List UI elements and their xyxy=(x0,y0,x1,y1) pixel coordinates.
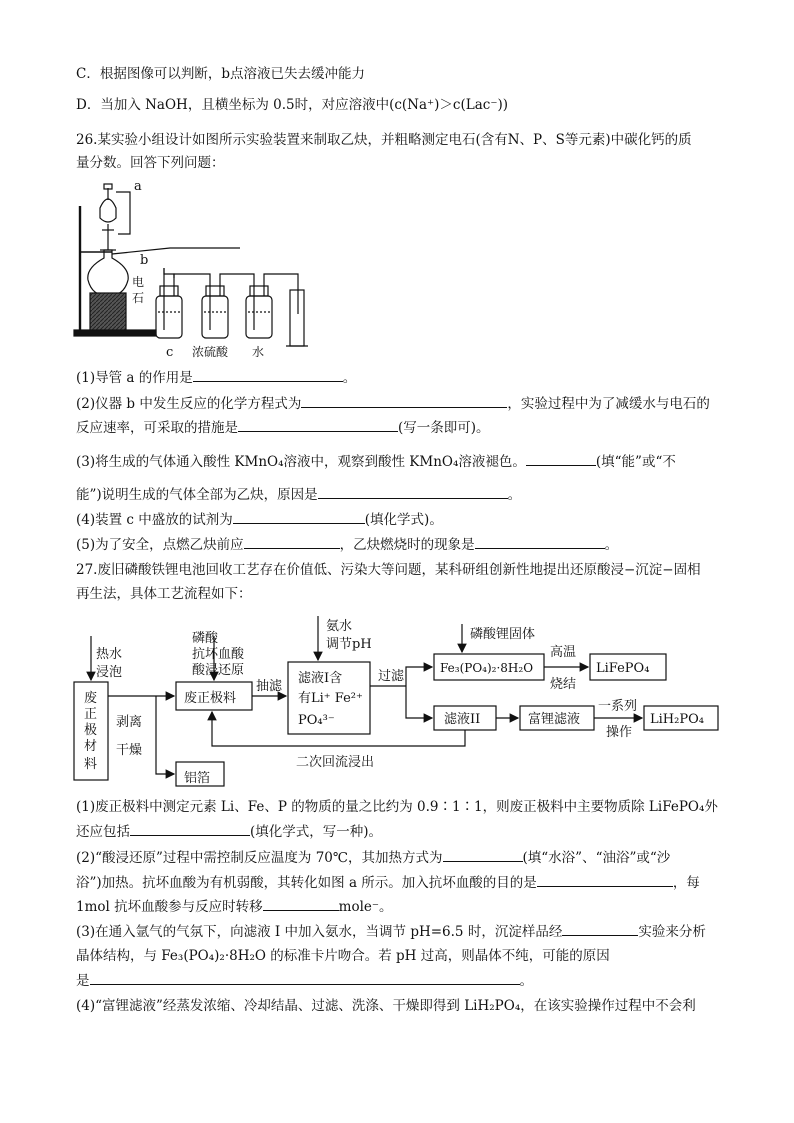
q27-part2-line2: 浴”)加热。抗坏血酸为有机弱酸，其转化如图 a 所示。加入抗坏血酸的目的是 ，每 xyxy=(76,872,700,893)
dropping-funnel xyxy=(100,199,116,222)
answer-blank[interactable] xyxy=(233,509,365,524)
label-series-1: 一系列 xyxy=(598,699,638,714)
process-flowchart xyxy=(60,606,720,796)
q26-stem-line1: 26.某实验小组设计如图所示实验装置来制取乙炔，并粗略测定电石(含有N、P、S等元素)中碳化钙的质 xyxy=(76,132,692,148)
answer-blank[interactable] xyxy=(562,921,638,936)
answer-blank[interactable] xyxy=(318,484,508,499)
label-hot-water-2: 浸泡 xyxy=(96,665,123,680)
stand-base xyxy=(74,330,156,336)
answer-blank[interactable] xyxy=(263,896,339,911)
label-waste-2: 正 xyxy=(84,707,98,722)
label-fe-salt: Fe₃(PO₄)₂·8H₂O xyxy=(440,661,534,675)
label-strip: 剥离 xyxy=(116,715,143,730)
q26-part1: (1)导管 a 的作用是 。 xyxy=(76,367,356,388)
q27-part4: (4)“富锂滤液”经蒸发浓缩、冷却结晶、过滤、洗涤、干燥即得到 LiH₂PO₄，在该实验操作过程中不会利 xyxy=(76,998,696,1014)
label-filter: 过滤 xyxy=(378,669,405,684)
bottle-sulfuric-acid xyxy=(202,278,228,338)
label-acid-2: 抗坏血酸 xyxy=(192,647,245,662)
answer-blank[interactable] xyxy=(244,534,340,549)
round-bottom-flask xyxy=(88,250,128,296)
label-waste-cathode: 废正极料 xyxy=(184,691,237,706)
label-filtrate1-1: 滤液I含 xyxy=(298,671,343,686)
q27-part2-line1: (2)“酸浸还原”过程中需控制反应温度为 70℃，其加热方式为 (填“水浴”、“油浴”或“沙 xyxy=(76,847,670,868)
q27-part3-line2: 晶体结构，与 Fe₃(PO₄)₂·8H₂O 的标准卡片吻合。若 pH 过高，则晶体不纯，可能的原因 xyxy=(76,948,610,964)
bottle-c xyxy=(156,268,182,338)
q27-part1-line1: (1)废正极料中测定元素 Li、Fe、P 的物质的量之比约为 0.9∶1∶1，则废正极料中主要物质除 LiFePO₄外 xyxy=(76,799,718,815)
label-waste-3: 极 xyxy=(84,723,98,738)
q25-option-d: D．当加入 NaOH，且横坐标为 0.5时，对应溶液中(c(Na⁺)＞c(Lac⁻)) xyxy=(76,97,508,113)
label-acid-1: 磷酸 xyxy=(192,631,219,646)
label-a: a xyxy=(134,179,142,194)
q26-stem-line2: 量分数。回答下列问题： xyxy=(76,155,225,171)
label-nh3-1: 氨水 xyxy=(326,619,353,634)
q25-option-d-expr: (c(Na⁺)＞c(Lac⁻)) xyxy=(389,97,508,113)
q27-stem-line2: 再生法，具体工艺流程如下： xyxy=(76,586,252,602)
label-lifepo4: LiFePO₄ xyxy=(596,661,650,676)
label-waste-1: 废 xyxy=(84,691,98,706)
label-suction: 抽滤 xyxy=(256,679,283,694)
answer-blank[interactable] xyxy=(526,451,596,466)
label-high-temp: 高温 xyxy=(550,645,577,660)
answer-blank[interactable] xyxy=(193,367,343,382)
label-dianshi-2: 石 xyxy=(132,291,145,305)
label-dianshi-1: 电 xyxy=(132,275,145,289)
label-water: 水 xyxy=(252,345,265,359)
q27-stem-line1: 27.废旧磷酸铁锂电池回收工艺存在价值低、污染大等问题，某科研组创新性地提出还原酸浸−沉淀−固相 xyxy=(76,562,701,578)
answer-blank[interactable] xyxy=(443,847,523,862)
q26-part5: (5)为了安全，点燃乙炔前应 ，乙炔燃烧时的现象是 。 xyxy=(76,534,618,555)
label-al-foil: 铝箔 xyxy=(184,771,211,786)
label-sinter: 烧结 xyxy=(550,677,577,692)
label-sulfuric-acid: 浓硫酸 xyxy=(192,345,229,359)
heating-block xyxy=(90,293,126,330)
q27-part3-line1: (3)在通入氩气的气氛下，向滤液 I 中加入氨水，当调节 pH=6.5 时，沉淀样品经 实验来分析 xyxy=(76,921,706,942)
answer-blank[interactable] xyxy=(301,393,507,408)
label-c: c xyxy=(166,345,174,360)
label-li3po4: 磷酸锂固体 xyxy=(470,627,536,642)
q27-part2-line3: 1mol 抗坏血酸参与反应时转移 mole⁻。 xyxy=(76,896,393,917)
label-nh3-2: 调节pH xyxy=(326,637,372,652)
label-filtrate1-2: 有Li⁺ Fe²⁺ xyxy=(298,691,363,706)
label-rich-li: 富锂滤液 xyxy=(528,712,581,727)
q27-part1-line2: 还应包括 (填化学式，写一种)。 xyxy=(76,821,382,842)
q25-option-c: C．根据图像可以判断，b点溶液已失去缓冲能力 xyxy=(76,66,365,82)
label-waste-4: 材 xyxy=(84,739,98,754)
answer-blank[interactable] xyxy=(475,534,605,549)
pipe-a xyxy=(116,192,130,234)
label-acid-3: 酸浸还原 xyxy=(192,663,245,678)
label-hot-water-1: 热水 xyxy=(96,647,123,662)
measuring-cylinder xyxy=(290,290,304,346)
answer-blank[interactable] xyxy=(130,821,250,836)
bottle-water xyxy=(246,278,272,338)
acetylene-apparatus-figure xyxy=(60,178,320,363)
q26-part2-line2: 反应速率，可采取的措施是 (写一条即可)。 xyxy=(76,417,490,438)
q27-part3-line3: 是 。 xyxy=(76,970,533,991)
q26-part4: (4)装置 c 中盛放的试剂为 (填化学式)。 xyxy=(76,509,443,530)
q26-part2-line1: (2)仪器 b 中发生反应的化学方程式为 ，实验过程中为了减缓水与电石的 xyxy=(76,393,710,414)
answer-blank[interactable] xyxy=(238,417,398,432)
answer-blank[interactable] xyxy=(90,970,520,985)
label-lih2po4: LiH₂PO₄ xyxy=(650,712,704,727)
q26-part3-line2: 能”)说明生成的气体全部为乙炔，原因是 。 xyxy=(76,484,521,505)
label-filtrate2: 滤液II xyxy=(444,712,481,727)
flask-side-arm xyxy=(112,248,240,254)
label-waste-5: 料 xyxy=(84,757,98,772)
label-b: b xyxy=(140,253,149,268)
label-reflux: 二次回流浸出 xyxy=(296,755,375,770)
label-filtrate1-3: PO₄³⁻ xyxy=(298,713,335,728)
label-series-2: 操作 xyxy=(606,725,633,740)
answer-blank[interactable] xyxy=(537,872,673,887)
label-dry: 干燥 xyxy=(116,743,143,758)
q26-part3-line1: (3)将生成的气体通入酸性 KMnO₄溶液中，观察到酸性 KMnO₄溶液褪色。 (填“能”或“不 xyxy=(76,451,676,472)
